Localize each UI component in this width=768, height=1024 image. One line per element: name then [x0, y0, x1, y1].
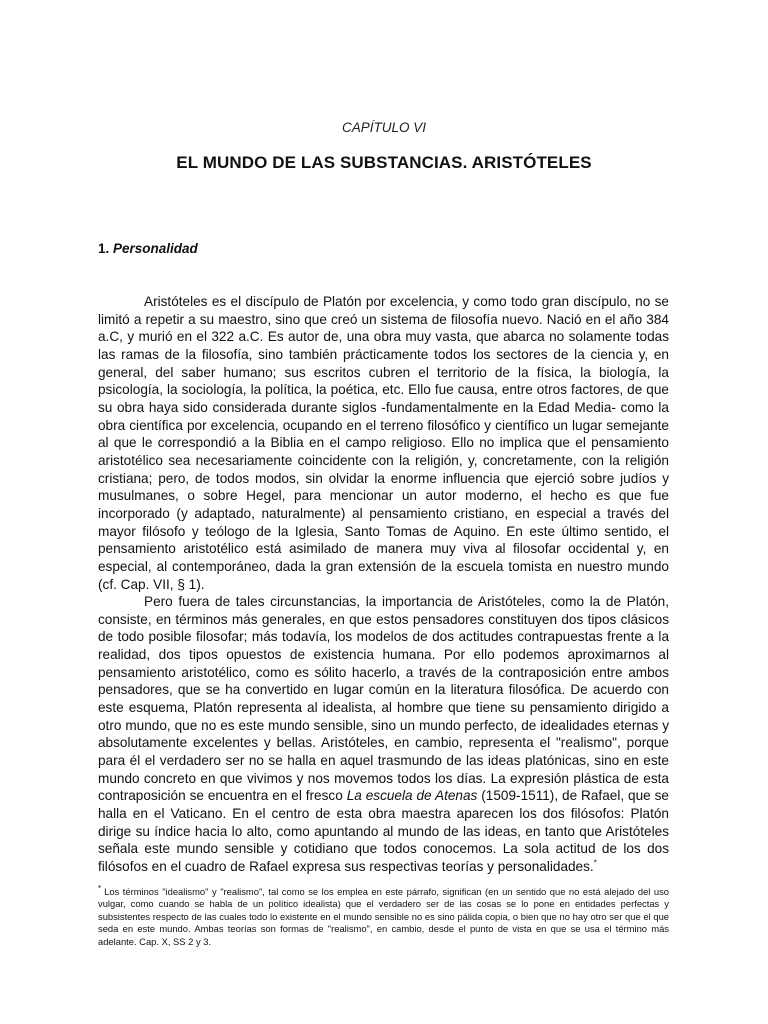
chapter-title: EL MUNDO DE LAS SUBSTANCIAS. ARISTÓTELES	[176, 153, 592, 172]
footnote-text: Los términos "idealismo" y "realismo", tal como se los emplea en este párrafo, significan (en un sentido que no está alejado del uso vulgar, como cuando se habla de un político idealista) que el verdadero ser de las cosas se lo pone en entidades perfectas y subsistentes respecto de las cuales todo lo existente en el mundo sensible no es sino pálida copia, o bien que no hay otro ser que el que seda en este mundo. Ambas teorías son formas de "realismo", en cambio, desde el punto de vista en que se usa el término más adelante. Cap. X, SS 2 y 3.	[98, 886, 669, 947]
chapter-label: CAPÍTULO VI	[341, 120, 427, 135]
paragraph-2-text-a: Pero fuera de tales circunstancias, la importancia de Aristóteles, como la de Platón, consiste, en términos más generales, en que estos pensadores constituyen dos tipos clásicos de todo posible filosofar; más todavía, los modelos de dos actitudes contrapuestas frente a la realidad, dos tipos opuestos de existencia humana. Por ello podemos aproximarnos al pensamiento aristotélico, como es sólito hacerlo, a través de la contraposición entre ambos pensadores, que se ha convertido en lugar común en la literatura filosófica. De acuerdo con este esquema, Platón representa al idealista, al hombre que tiene su pensamiento dirigido a otro mundo, que no es este mundo sensible, sino un mundo perfecto, de idealidades eternas y absolutamente excelentes y bellas. Aristóteles, en cambio, representa el "realismo", porque para él el verdadero ser no se halla en aquel trasmundo de las ideas platónicas, sino en este mundo concreto en que vivimos y nos movemos todos los días. La expresión plástica de esta contraposición se encuentra en el fresco	[98, 594, 669, 804]
section-title: Personalidad	[113, 241, 198, 256]
footnote	[98, 883, 669, 948]
paragraph-1: Aristóteles es el discípulo de Platón por excelencia, y como todo gran discípulo, no se limitó a repetir a su maestro, sino que creó un sistema de filosofía nuevo. Nació en el año 384 a.C, y murió en el 322 a.C. Es autor de, una obra muy vasta, que abarca no solamente todas las ramas de la filosofía, sino también prácticamente todos los sectores de la ciencia y, en general, del saber humano; sus escritos cubren el territorio de la física, la biología, la psicología, la sociología, la política, la poética, etc. Ello fue causa, entre otros factores, de que su obra haya sido considerada durante siglos -fundamentalmente en la Edad Media- como la obra científica por excelencia, ocupando en el terreno filosófico y científico un lugar semejante al que le correspondió a la Biblia en el campo religioso. Ello no implica que el pensamiento aristotélico sea necesariamente coincidente con la religión, y, concretamente, con la religión cristiana; pero, de todos modos, sin olvidar la enorme influencia que ejerció sobre judíos y musulmanes, o sobre Hegel, para mencionar un autor moderno, el hecho es que fue incorporado (y adaptado, naturalmente) al pensamiento cristiano, en especial a través del mayor filósofo y teólogo de la Iglesia, Santo Tomas de Aquino. En este último sentido, el pensamiento aristotélico está asimilado de manera muy viva al filosofar occidental y, en especial, al contemporáneo, dada la gran extensión de la escuela tomista en nuestro mundo (cf. Cap. VII, § 1).	[98, 294, 669, 592]
body-text	[98, 293, 669, 876]
footnote-mark: *	[98, 883, 102, 893]
paragraph-2-text-b: (1509-1511), de Rafael, que se halla en el Vaticano. En el centro de esta obra maestra aparecen los dos filósofos: Platón dirige su índice hacia lo alto, como apuntando al mundo de las ideas, en tanto que Aristóteles señala este mundo sensible y cotidiano que todos conocemos. La sola actitud de los dos filósofos en el cuadro de Rafael expresa sus respectivas teorías y personalidades.	[98, 788, 669, 874]
footnote-reference[interactable]: *	[593, 858, 597, 868]
section-number: 1.	[98, 241, 110, 256]
paragraph-2	[98, 593, 669, 876]
section-heading	[98, 241, 198, 256]
fresco-title: La escuela de Atenas	[346, 788, 478, 804]
